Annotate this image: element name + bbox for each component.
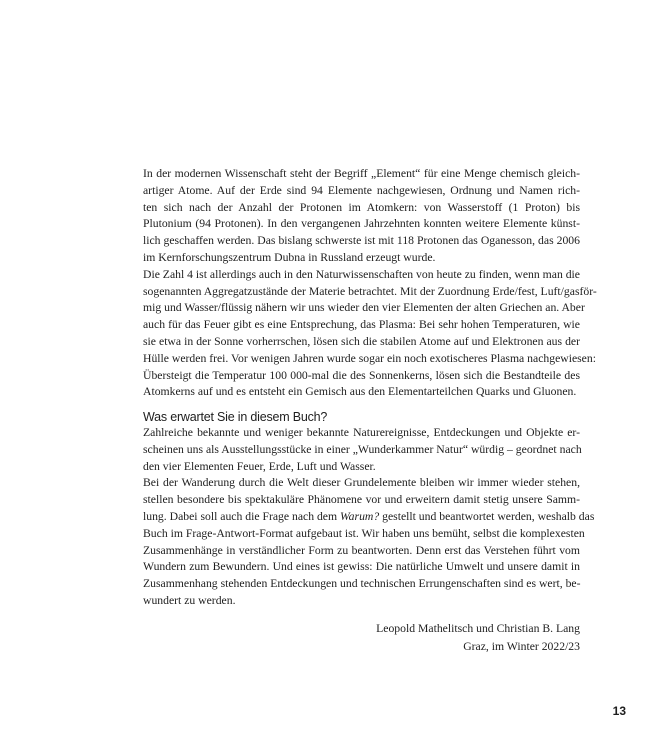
text-line: den vier Elementen Feuer, Erde, Luft und Wasser. — [143, 459, 376, 473]
text-line — [143, 509, 595, 526]
page-number: 13 — [612, 704, 626, 718]
signature-place-date: Graz, im Winter 2022/23 — [463, 639, 580, 653]
intro-paragraph-1 — [143, 166, 580, 267]
text-line: Buch im Frage-Antwort-Format aufgebaut ist. Wir haben uns bemüht, selbst die komplexesten — [143, 526, 585, 540]
text-line: im Kernforschungszentrum Dubna in Russland erzeugt wurde. — [143, 250, 436, 264]
text-fragment: lung. Dabei soll auch die Frage nach dem — [143, 509, 341, 523]
text-line: Zahlreiche bekannte und weniger bekannte Naturereignisse, Entdeckungen und Objekte er- — [143, 426, 580, 439]
text-line: Übersteigt die Temperatur 100 000-mal die des Sonnenkerns, lösen sich die Bestandteile des — [143, 368, 580, 382]
text-line: Hülle werden frei. Vor wenigen Jahren wurde sogar ein noch exotischeres Plasma nachgewiesen: — [143, 351, 596, 365]
intro-paragraph-2 — [143, 267, 597, 401]
text-line: artiger Atome. Auf der Erde sind 94 Elemente nachgewiesen, Ordnung und Namen rich- — [143, 183, 580, 197]
text-line: auch für das Feuer gibt es eine Entsprechung, das Plasma: Bei sehr hohen Temperaturen, wie — [143, 318, 580, 332]
text-line: Bei der Wanderung durch die Welt dieser Grundelemente bleiben wir immer wieder stehen, — [143, 476, 580, 490]
text-line: ten sich nach der Anzahl der Protonen im Atomkern: von Wasserstoff (1 Proton) bis — [143, 200, 580, 214]
text-line: stellen besondere bis spektakuläre Phänomene vor und erweitern damit stetig unsere Samm- — [143, 493, 580, 507]
text-fragment: gestellt und beantwortet werden, weshalb das — [379, 509, 595, 523]
text-line: In der modernen Wissenschaft steht der Begriff „Element“ für eine Menge chemisch gleich- — [143, 167, 580, 180]
text-line: Plutonium (94 Protonen). In den vergangenen Jahrzehnten konnten weitere Elemente künst- — [143, 217, 580, 231]
section-paragraph-1 — [143, 425, 580, 475]
section-heading: Was erwartet Sie in diesem Buch? — [143, 410, 328, 424]
text-line: Zusammenhang stehenden Entdeckungen und technischen Errungenschaften sind es wert, be- — [143, 577, 581, 591]
intro-text — [143, 166, 597, 401]
text-line: scheinen uns als Ausstellungsstücke in einer „Wunderkammer Natur“ würdig – geordnet nach — [143, 442, 582, 456]
text-line: Zusammenhänge in verständlicher Form zu beantworten. Denn erst das Verstehen führt vom — [143, 543, 580, 557]
section-paragraph-2 — [143, 475, 595, 609]
signature — [376, 620, 580, 655]
text-line: Wundern zum Bewundern. Und eines ist gewiss: Die natürliche Umwelt und unsere damit in — [143, 560, 580, 574]
text-line: sogenannten Aggregatzustände der Materie betrachtet. Mit der Zuordnung Erde/fest, Luft/gasför- — [143, 284, 597, 298]
text-line: Die Zahl 4 ist allerdings auch in den Naturwissenschaften von heute zu finden, wenn man die — [143, 267, 580, 281]
section-text — [143, 425, 595, 610]
signature-authors: Leopold Mathelitsch und Christian B. Lang — [376, 622, 580, 635]
text-line: mig und Wasser/flüssig nähern wir uns wieder den vier Elementen der alten Griechen an. Aber — [143, 301, 585, 315]
emphasis-warum: Warum? — [340, 509, 380, 523]
text-line: sie etwa in der Sonne vorherrschen, lösen sich die stabilen Atome auf und Elektronen aus der — [143, 334, 580, 348]
text-line: wundert zu werden. — [143, 593, 236, 607]
text-line: Atomkerns auf und es entsteht ein Gemisch aus den Elementarteilchen Quarks und Gluonen. — [143, 385, 577, 399]
text-line: lich geschaffen werden. Das bislang schwerste ist mit 118 Protonen das Oganesson, das 2006 — [143, 234, 580, 248]
